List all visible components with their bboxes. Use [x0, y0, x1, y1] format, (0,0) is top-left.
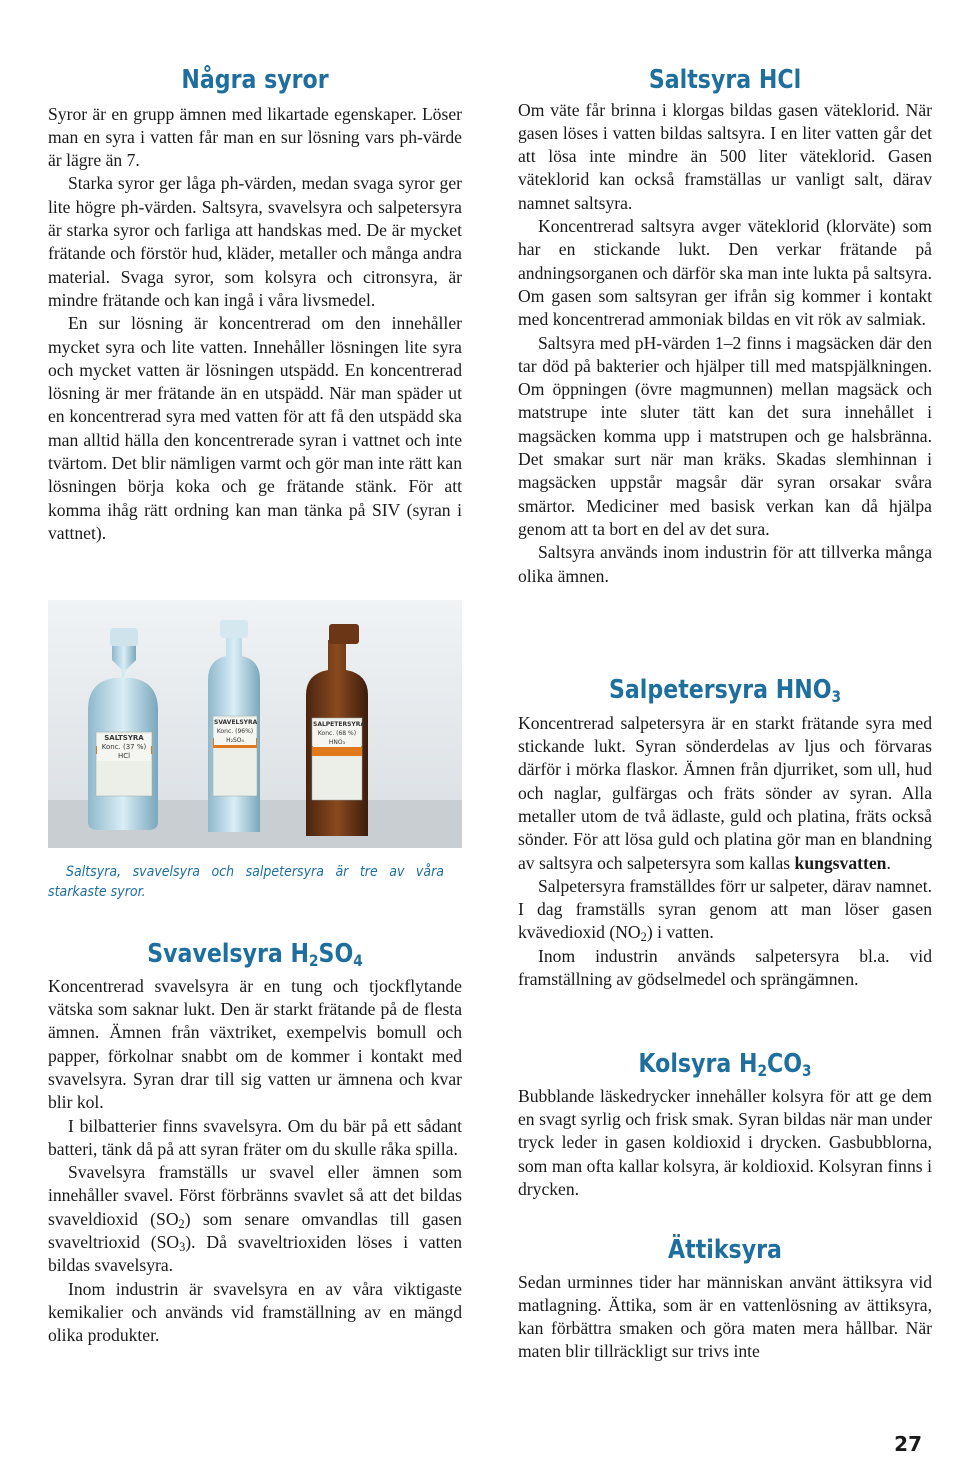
heading-attiksyra: Ättiksyra [668, 1235, 782, 1265]
saltsyra-paragraph: Saltsyra med pH-värden 1–2 finns i magsäcken där den tar död på bakterier och hjälper till med matspjälkningen. Om öppningen (övre magmunnen) mellan magsäck och matstrupe inte sluter tätt kan det sura innehållet i magsäcken komma upp i matstrupen och ge halsbränna. Det smakar surt när man kräks. Skadas slemhinnan i magsäcken uppstår magsår där syran orsakar svåra smärtor. Mediciner med basisk verkan kan då hjälpa genom att ta bort en del av det sura. [518, 332, 932, 539]
bottle-concentration: Konc. (96%) [216, 728, 254, 735]
intro-text [48, 103, 462, 546]
section-salpetersyra [518, 676, 932, 991]
kolsyra-paragraph: Bubblande läskedrycker innehåller kolsyra för att ge dem en svagt syrlig och frisk smak. Syran bildas när man under tryck leder in gasen koldioxid i drycken. Gasbubblorna, som man ofta kallar kolsyra, är koldioxid. Kolsyran finns i drycken. [518, 1085, 932, 1199]
photo-caption: Saltsyra, svavelsyra och salpetersyra är tre av våra starkaste syror. [48, 864, 444, 900]
intro-paragraph: Syror är en grupp ämnen med likartade egenskaper. Löser man en syra i vatten får man en sur lösning vars ph-värde är lägre än 7. [48, 103, 462, 171]
salpetersyra-paragraph: Salpetersyra framställdes förr ur salpeter, därav namnet. I dag framställs syran genom att man löser gasen kvävedioxid $(NO_2)$ i vatten. [518, 875, 933, 945]
saltsyra-paragraph: Om väte får brinna i klorgas bildas gasen väteklorid. När gasen löses i vatten bildas saltsyra. I en liter vatten går det att lösa inte mindre än 500 liter väteklorid. Gasen väteklorid kan också framställas ur vanligt salt, därav namnet saltsyra. [518, 99, 932, 213]
bottle-formula: HCl [117, 752, 131, 760]
section-attiksyra [518, 1236, 932, 1364]
section-kolsyra [518, 1050, 932, 1201]
heading-saltsyra: Saltsyra HCl [648, 65, 802, 95]
kungsvatten-term: kungsvatten [794, 852, 887, 873]
bottle-formula: H₂SO₄ [226, 737, 244, 744]
bottle-name: SALTSYRA [104, 734, 144, 742]
saltsyra-paragraph: Saltsyra används inom industrin för att tillverka många olika ämnen. [518, 542, 932, 586]
bottle-name: SALPETERSYRA [313, 721, 366, 728]
bottle-concentration: Konc. (68 %) [317, 730, 357, 737]
intro-paragraph: En sur lösning är koncentrerad om den innehåller mycket syra och lite vatten. Innehåller lösningen lite syra och mycket vatten är lösningen utspädd. En koncentrerad lösning är mer frätande än en utspädd. När man späder ut en koncentrerad syra med vatten för att få den utspädd ska man alltid hälla den koncentrerade syran i vattnet och inte tvärtom. Det blir nämligen varmt och gör man inte rätt kan lösningen börja koka och ge frätande stänk. För att komma ihåg rätt ordning kan man tänka på SIV (syran i vattnet). [48, 313, 462, 543]
left-column [48, 0, 463, 1346]
heading-salpetersyra: Salpetersyra $HNO_3$ [608, 675, 842, 707]
heading-nagra-syror: Några syror [181, 65, 329, 95]
bottle-name: SVAVELSYRA [214, 719, 258, 726]
page-number: 27 [894, 1432, 922, 1456]
saltsyra-paragraph: Koncentrerad saltsyra avger väteklorid (klorväte) som har en stickande lukt. Den verkar frätande på andningsorganen och därför ska man inte lukta på saltsyra. Om gasen som saltsyran ger ifrån sig kommer i kontakt med koncentrerad ammoniak bildas en vit rök av salmiak. [518, 216, 932, 330]
svavelsyra-paragraph: Koncentrerad svavelsyra är en tung och tjockflytande vätska som saknar lukt. Den är starkt frätande på de flesta ämnen. Ämnen från växtriket, exempelvis bomull och papper, förkolnar snabbt om de kommer i kontakt med svavelsyra. Syran drar till sig vatten ur ämnena och kvar blir kol. [48, 975, 462, 1113]
heading-svavelsyra: Svavelsyra $H_2SO_4$ [147, 939, 363, 971]
heading-kolsyra: Kolsyra $H_2CO_3$ [638, 1049, 812, 1081]
bottle-concentration: Konc. (37 %) [101, 743, 147, 751]
section-svavelsyra [48, 940, 462, 1348]
bottle-label-svavelsyra [214, 718, 256, 745]
section-saltsyra [518, 66, 932, 588]
svavelsyra-paragraph: Inom industrin är svavelsyra en av våra viktigaste kemikalier och används vid framställning av en mängd olika produkter. [48, 1278, 462, 1346]
svavelsyra-paragraph: I bilbatterier finns svavelsyra. Om du bär på ett sådant batteri, tänk då på att syran fräter om du skulle råka spilla. [48, 1115, 462, 1159]
attiksyra-paragraph: Sedan urminnes tider har människan använt ättiksyra vid matlagning. Ättika, som är en vattenlösning av ättiksyra, kan förbättra smaken och göra maten mera hållbar. När maten blir tillräckligt sur trivs inte [518, 1271, 932, 1362]
bottle-formula: HNO₃ [328, 739, 346, 746]
intro-paragraph: Starka syror ger låga ph-värden, medan svaga syror ger lite högre ph-värden. Saltsyra, svavelsyra och salpetersyra är starka syror och farliga att handskas med. De är mycket frätande och förstör hud, kläder, metaller och många andra material. Svaga syror, som kolsyra och citronsyra, är mindre frätande och kan ingå i våra livsmedel. [48, 173, 462, 310]
bottle-label-salpetersyra [313, 720, 366, 747]
acid-bottles-photo [48, 600, 462, 848]
salpetersyra-paragraph: Koncentrerad salpetersyra är en starkt frätande syra med stickande lukt. Syran sönderdelas av ljus och förvaras därför i mörka flaskor. Ämnen från djurriket, som ull, hud och naglar, gulfärgas och fräts sönder av syran. Alla metaller utom de två ädlaste, guld och platina, fräts också sönder. För att lösa guld och platina gör man en blandning av saltsyra och salpetersyra som kallas kungsvatten. [518, 712, 932, 873]
bottle-label-saltsyra [97, 734, 151, 761]
salpetersyra-paragraph: Inom industrin används salpetersyra bl.a. vid framställning av gödselmedel och sprängämnen. [518, 945, 932, 990]
svavelsyra-paragraph: Svavelsyra framställs ur svavel eller ämnen som innehåller svavel. Först förbränns svavlet så att det bildas svaveldioxid $(SO_2)$ som senare omvandlas till gasen svaveltrioxid $(SO_3)$. Då svaveltrioxiden löses i vatten bildas svavelsyra. [48, 1162, 463, 1276]
